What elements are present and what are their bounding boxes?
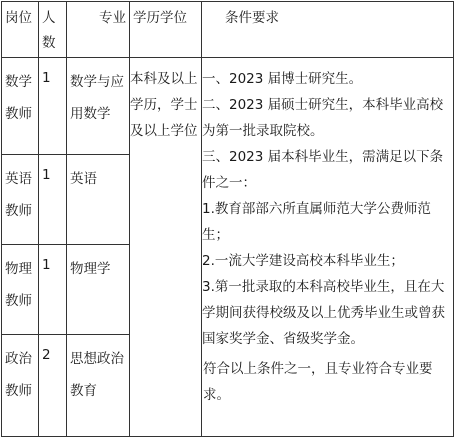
header-requirements bbox=[202, 2, 454, 58]
cell-major bbox=[67, 58, 130, 155]
cell-requirements bbox=[202, 58, 454, 437]
header-major-label: 专业 bbox=[99, 10, 126, 26]
recruitment-table bbox=[1, 1, 454, 437]
count-math: 1 bbox=[42, 70, 51, 86]
cell-major bbox=[67, 245, 130, 335]
cell-major bbox=[67, 335, 130, 437]
cell-count bbox=[39, 335, 67, 437]
major-physics: 物理学 bbox=[70, 261, 111, 277]
position-physics: 物理教师 bbox=[5, 261, 32, 309]
requirement-closing: 符合以上条件之一，且专业符合专业要求。 bbox=[203, 361, 433, 403]
cell-position bbox=[2, 58, 39, 155]
header-position bbox=[2, 2, 39, 58]
position-math: 数学教师 bbox=[5, 74, 32, 122]
position-english: 英语教师 bbox=[5, 171, 32, 219]
header-major bbox=[67, 2, 130, 58]
cell-degree-requirement bbox=[130, 58, 202, 437]
position-politics: 政治教师 bbox=[5, 351, 32, 399]
requirement-sub-1: 1.教育部部六所直属师范大学公费师范生； bbox=[202, 201, 431, 243]
major-politics: 思想政治教育 bbox=[70, 351, 124, 399]
requirement-item-2: 二、2023 届硕士研究生，本科毕业高校为第一批录取院校。 bbox=[202, 97, 444, 139]
requirement-item-1: 一、2023 届博士研究生。 bbox=[202, 71, 363, 87]
header-degree bbox=[130, 2, 202, 58]
count-physics: 1 bbox=[42, 257, 51, 273]
header-requirements-label: 条件要求 bbox=[225, 10, 279, 26]
cell-count bbox=[39, 155, 67, 245]
requirements-list bbox=[202, 58, 453, 408]
count-politics: 2 bbox=[42, 347, 51, 363]
header-count bbox=[39, 2, 67, 58]
cell-major bbox=[67, 155, 130, 245]
cell-count bbox=[39, 245, 67, 335]
requirement-sub-2: 2.一流大学建设高校本科毕业生； bbox=[202, 253, 404, 269]
header-count-label: 人数 bbox=[42, 10, 56, 51]
requirement-sub-3: 3.第一批录取的本科高校毕业生，且在大学期间获得校级及以上优秀毕业生或曾获国家奖学金、省级奖学金。 bbox=[202, 279, 445, 347]
header-degree-label: 学历学位 bbox=[133, 10, 187, 26]
cell-count bbox=[39, 58, 67, 155]
cell-position bbox=[2, 335, 39, 437]
degree-requirement-text: 本科及以上学历，学士及以上学位 bbox=[130, 71, 198, 139]
cell-position bbox=[2, 155, 39, 245]
cell-position bbox=[2, 245, 39, 335]
table-row-math bbox=[2, 58, 454, 155]
header-row bbox=[2, 2, 454, 58]
major-english: 英语 bbox=[70, 171, 97, 187]
header-position-label: 岗位 bbox=[5, 10, 32, 26]
major-math: 数学与应用数学 bbox=[70, 74, 124, 122]
count-english: 1 bbox=[42, 167, 51, 183]
requirement-item-3: 三、2023 届本科毕业生，需满足以下条件之一： bbox=[202, 149, 444, 191]
